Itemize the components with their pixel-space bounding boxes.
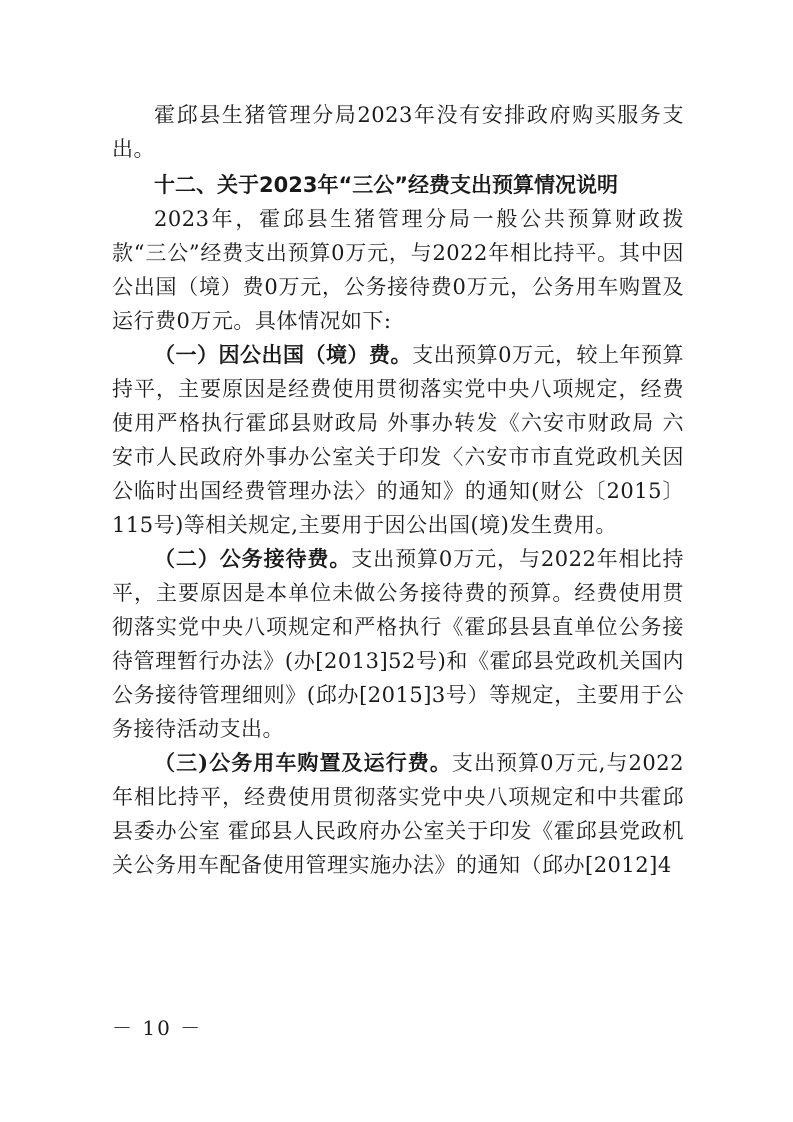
paragraph-three-public-summary: 2023年，霍邱县生猪管理分局一般公共预算财政拨款“三公”经费支出预算0万元，与2022年相比持平。其中因公出国（境）费0万元，公务接待费0万元，公务用车购置及运行费0万元。具体情况如下: <box>112 207 684 333</box>
overseas-travel-body: 支出预算0万元，较上年预算持平，主要原因是经费使用贯彻落实党中央八项规定，经费使用严格执行霍邱县财政局 外事办转发《六安市财政局 六安市人民政府外事办公室关于印发〈六安市市直党政机关因公临时出国经费管理办法〉的通知》的通知(财公〔2015〕115号)等相关规定,主要用于因公出国(境)发生费用。 <box>112 343 684 537</box>
subsection-title-vehicles: （三)公务用车购置及运行费。 <box>154 750 452 775</box>
section-heading-three-public: 十二、关于2023年“三公”经费支出预算情况说明 <box>154 173 619 197</box>
reception-body: 支出预算0万元，与2022年相比持平，主要原因是本单位未做公务接待费的预算。经费使用贯彻落实党中央八项规定和严格执行《霍邱县县直单位公务接待管理暂行办法》(办[2013]52号)和《霍邱县党政机关国内公务接待管理细则》(邱办[2015]3号）等规定，主要用于公务接待活动支出。 <box>112 547 684 741</box>
subsection-title-overseas-travel: （一）因公出国（境）费。 <box>154 342 413 367</box>
vehicles-body: 支出预算0万元,与2022年相比持平，经费使用贯彻落实党中央八项规定和中共霍邱县委办公室 霍邱县人民政府办公室关于印发《霍邱县党政机关公务用车配备使用管理实施办法》的通知（邱办[2012]4 <box>112 751 685 877</box>
paragraph-vehicles <box>112 746 684 882</box>
paragraph-purchase-services: 霍邱县生猪管理分局2023年没有安排政府购买服务支出。 <box>112 103 684 161</box>
paragraph-reception <box>112 542 684 746</box>
paragraph-overseas-travel <box>112 338 684 542</box>
subsection-title-reception: （二）公务接待费。 <box>154 546 352 571</box>
page-number: － 10 － <box>112 1016 203 1040</box>
document-body <box>112 98 684 882</box>
